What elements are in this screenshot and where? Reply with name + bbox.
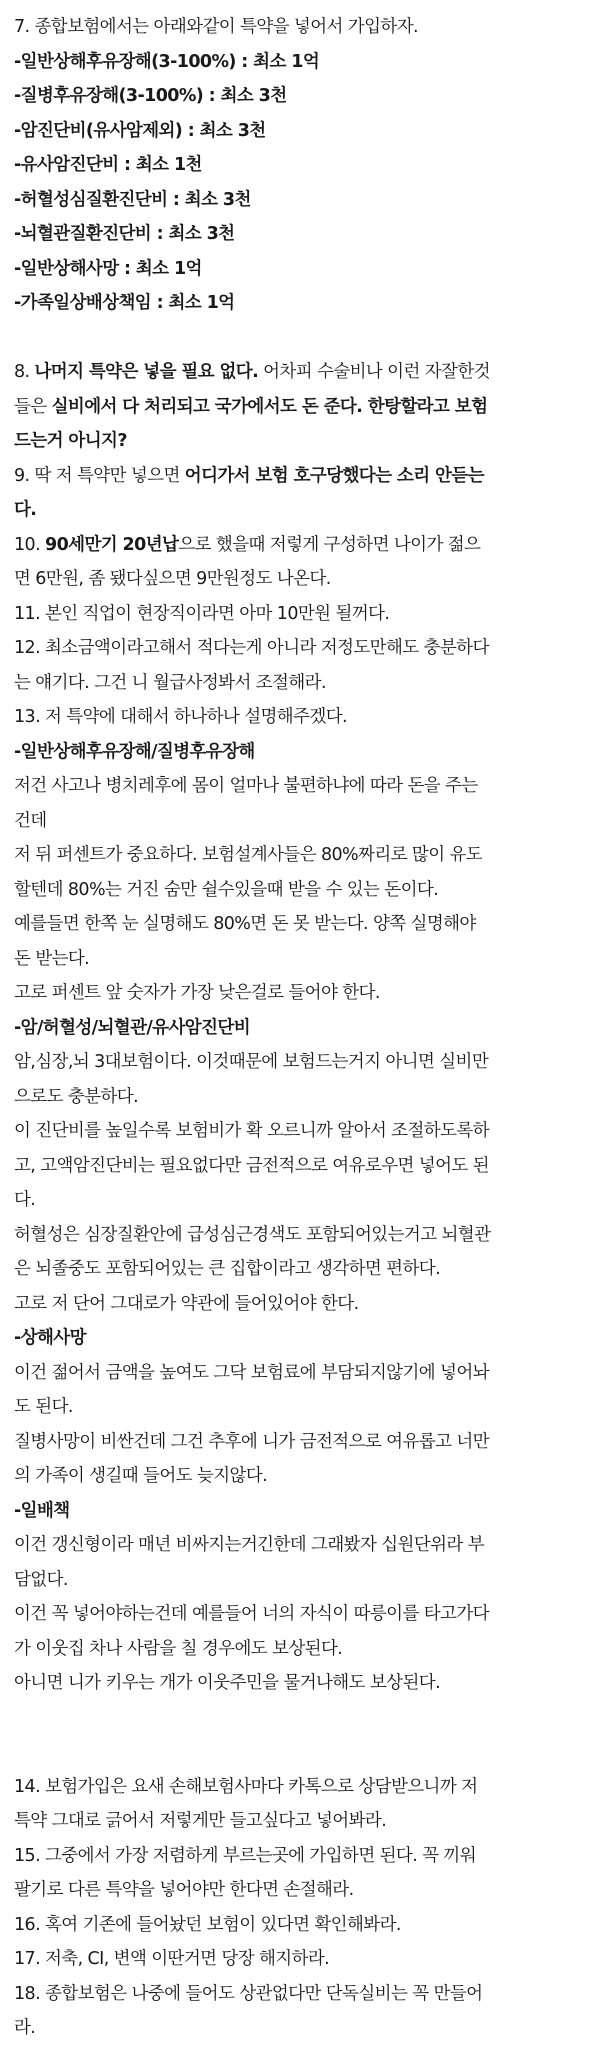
text-line (14, 631, 590, 666)
bold-text-segment: -가족일상배상책임 : 최소 1억 (14, 293, 235, 313)
text-line (14, 1425, 590, 1460)
text-segment: 가 이웃집 차나 사람을 칠 경우에도 보상된다. (14, 1638, 343, 1659)
text-segment: 특약 그대로 긁어서 저렇게만 들고싶다고 넣어봐라. (14, 1811, 387, 1831)
text-segment: 어차피 수술비나 이런 자잘한것 (258, 362, 490, 382)
text-line (14, 1183, 590, 1218)
text-segment: 9. 딱 저 특약만 넣으면 (14, 465, 185, 486)
text-line (14, 10, 590, 45)
text-line (14, 1356, 590, 1391)
text-line (14, 45, 590, 80)
text-line (14, 942, 590, 977)
text-line (14, 390, 590, 425)
text-line (14, 1045, 590, 1080)
text-segment: 질병사망이 비싼건데 그건 추후에 니가 금전적으로 여유롭고 너만 (14, 1431, 489, 1452)
text-line (14, 907, 590, 942)
text-segment: 이 진단비를 높일수록 보험비가 확 오르니까 알아서 조절하도록하 (14, 1121, 489, 1141)
bold-text-segment: -일배책 (14, 1500, 70, 1521)
text-line (14, 976, 590, 1011)
text-segment: 고, 고액암진단비는 필요없다만 금전적으로 여유로우면 넣어도 된 (14, 1155, 489, 1176)
text-line (14, 700, 590, 735)
text-line (14, 1252, 590, 1287)
text-segment: 11. 본인 직업이 현장직이라면 아마 10만원 될꺼다. (14, 603, 390, 624)
text-line (14, 1149, 590, 1184)
bold-text-segment: 실비에서 다 처리되고 국가에서도 돈 준다. 한탕할라고 보험 (51, 396, 488, 417)
text-segment: 할텐데 80%는 거진 숨만 쉴수있을때 받을 수 있는 돈이다. (14, 879, 439, 900)
text-line (14, 1977, 590, 2012)
bold-text-segment: -일반상해후유장해/질병후유장해 (14, 741, 255, 762)
bold-text-segment: 나머지 특약은 넣을 필요 없다. (34, 362, 259, 382)
text-line (14, 1873, 590, 1908)
text-segment: 저건 사고나 병치레후에 몸이 얼마나 불편하냐에 따라 돈을 주는 (14, 776, 478, 796)
text-line (14, 1839, 590, 1874)
text-segment: 아니면 니가 키우는 개가 이웃주민을 물거나해도 보상된다. (14, 1673, 441, 1693)
text-segment: 12. 최소금액이라고해서 적다는게 아니라 저정도만해도 충분하다 (14, 638, 489, 658)
bold-text-segment: 어디가서 보험 호구당했다는 소리 안듣는 (184, 465, 484, 486)
text-line (14, 735, 590, 770)
text-line (14, 597, 590, 632)
bold-text-segment: 다. (14, 500, 37, 520)
text-line (14, 114, 590, 149)
text-segment: 13. 저 특약에 대해서 하나하나 설명해주겠다. (14, 707, 347, 727)
bold-text-segment: -허혈성심질환진단비 : 최소 3천 (14, 189, 251, 210)
text-segment: 건데 (14, 810, 47, 831)
text-segment: 담없다. (14, 1569, 68, 1590)
text-segment: 면 6만원, 좀 됐다싶으면 9만원정도 나온다. (14, 569, 331, 589)
text-line (14, 1804, 590, 1839)
text-line (14, 1321, 590, 1356)
text-line (14, 1770, 590, 1805)
text-line (14, 355, 590, 390)
text-line (14, 183, 590, 218)
bold-text-segment: -암/허혈성/뇌혈관/유사암진단비 (14, 1017, 251, 1038)
bold-text-segment: -유사암진단비 : 최소 1천 (14, 155, 202, 175)
text-segment: 돈 받는다. (14, 948, 90, 969)
text-line (14, 838, 590, 873)
text-line (14, 1563, 590, 1598)
text-segment: 는 얘기다. 그건 니 월급사정봐서 조절해라. (14, 672, 326, 693)
text-segment: 고로 퍼센트 앞 숫자가 가장 낮은걸로 들어야 한다. (14, 983, 380, 1003)
text-line (14, 1114, 590, 1149)
bold-text-segment: 드는거 아니지? (14, 431, 127, 451)
text-segment: 팔기로 다른 특약을 넣어야만 한다면 손절해라. (14, 1880, 354, 1900)
blank-line (14, 1735, 590, 1770)
text-segment: 도 된다. (14, 1397, 73, 1417)
text-segment: 다. (14, 1190, 36, 1210)
text-segment: 예를들면 한쪽 눈 실명해도 80%면 돈 못 받는다. 양쪽 실명해야 (14, 914, 476, 934)
text-segment: 라. (14, 2018, 36, 2038)
text-line (14, 1287, 590, 1322)
text-line (14, 873, 590, 908)
text-segment: 으로도 충분하다. (14, 1086, 139, 1107)
text-line (14, 1494, 590, 1529)
bold-text-segment: -일반상해후유장해(3-100%) : 최소 1억 (14, 51, 320, 72)
text-line (14, 666, 590, 701)
text-line (14, 1459, 590, 1494)
text-line (14, 79, 590, 114)
text-line (14, 1632, 590, 1667)
text-segment: 10. (14, 534, 45, 555)
text-segment: 15. 그중에서 가장 저렴하게 부르는곳에 가입하면 된다. 꼭 끼워 (14, 1845, 477, 1866)
text-segment: 은 뇌졸중도 포함되어있는 큰 집합이라고 생각하면 편하다. (14, 1259, 441, 1279)
text-line (14, 1390, 590, 1425)
text-line (14, 217, 590, 252)
bold-text-segment: 90세만기 20년납 (45, 534, 179, 555)
text-line (14, 1080, 590, 1115)
text-line (14, 286, 590, 321)
text-line (14, 2011, 590, 2046)
blank-line (14, 1701, 590, 1736)
bold-text-segment: -뇌혈관질환진단비 : 최소 3천 (14, 224, 235, 244)
text-segment: 8. (14, 362, 35, 382)
text-line (14, 1597, 590, 1632)
blank-line (14, 321, 590, 356)
text-segment: 7. 종합보험에서는 아래와같이 특약을 넣어서 가입하자. (14, 17, 418, 37)
text-segment: 18. 종합보험은 나중에 들어도 상관없다만 단독실비는 꼭 만들어 (14, 1983, 483, 2004)
text-segment: 암,심장,뇌 3대보험이다. 이것때문에 보험드는거지 아니면 실비만 (14, 1052, 489, 1072)
text-line (14, 459, 590, 494)
text-segment: 고로 저 단어 그대로가 약관에 들어있어야 한다. (14, 1293, 359, 1314)
text-segment: 16. 혹여 기존에 들어놨던 보험이 있다면 확인해봐라. (14, 1914, 401, 1935)
text-line (14, 1528, 590, 1563)
text-segment: 이건 젊어서 금액을 높여도 그닥 보험료에 부담되지않기에 넣어놔 (14, 1362, 489, 1383)
text-segment: 이건 꼭 넣어야하는건데 예를들어 너의 자식이 따릉이를 타고가다 (14, 1604, 489, 1624)
bold-text-segment: -암진단비(유사암제외) : 최소 3천 (14, 120, 266, 141)
text-line (14, 804, 590, 839)
text-segment: 허혈성은 심장질환안에 급성심근경색도 포함되어있는거고 뇌혈관 (14, 1224, 491, 1245)
bold-text-segment: -질병후유장해(3-100%) : 최소 3천 (14, 86, 287, 106)
text-line (14, 528, 590, 563)
bold-text-segment: -일반상해사망 : 최소 1억 (14, 258, 202, 279)
text-line (14, 1011, 590, 1046)
text-line (14, 1908, 590, 1943)
text-segment: 14. 보험가입은 요새 손해보험사마다 카톡으로 상담받으니까 저 (14, 1776, 478, 1797)
text-line (14, 769, 590, 804)
text-line (14, 562, 590, 597)
text-segment: 으로 했을때 저렇게 구성하면 나이가 젊으 (178, 534, 481, 555)
text-segment: 의 가족이 생길때 들어도 늦지않다. (14, 1466, 268, 1486)
text-segment: 17. 저축, CI, 변액 이딴거면 당장 해지하라. (14, 1949, 330, 1969)
text-segment: 이건 갱신형이라 매년 비싸지는거긴한데 그래봤자 십원단위라 부 (14, 1535, 485, 1555)
text-line (14, 252, 590, 287)
bold-text-segment: -상해사망 (14, 1328, 86, 1348)
text-line (14, 1942, 590, 1977)
text-line (14, 148, 590, 183)
text-segment: 저 뒤 퍼센트가 중요하다. 보험설계사들은 80%짜리로 많이 유도 (14, 845, 483, 865)
text-line (14, 1666, 590, 1701)
text-line (14, 493, 590, 528)
text-segment: 들은 (14, 396, 52, 417)
text-line (14, 424, 590, 459)
text-line (14, 1218, 590, 1253)
